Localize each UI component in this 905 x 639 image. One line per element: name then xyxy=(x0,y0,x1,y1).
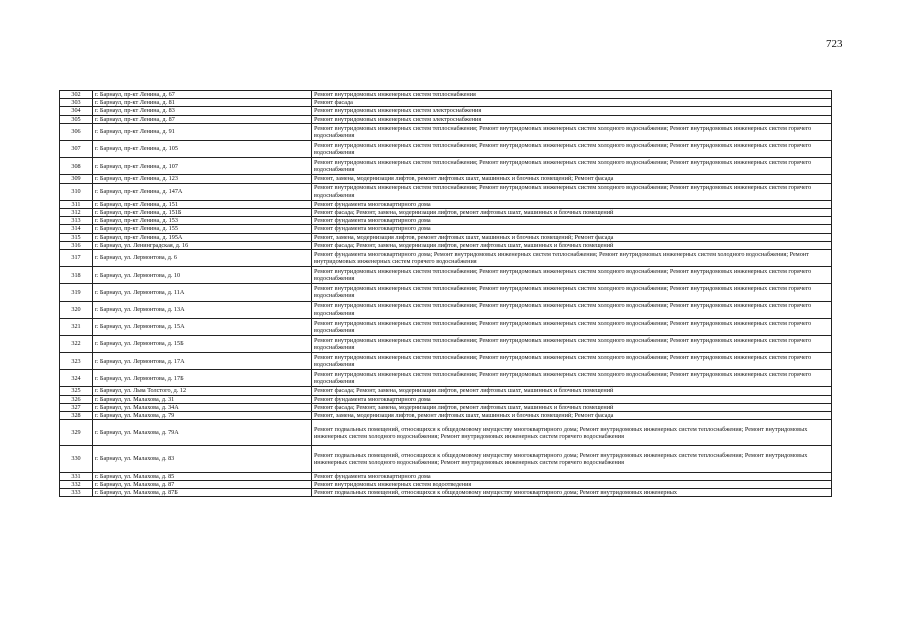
work-type-cell: Ремонт внутридомовых инженерных систем теплоснабжения; Ремонт внутридомовых инженерных систем холодного водоснабжения; Ремонт внутридомовых инженерных систем горячего водоснабжения xyxy=(312,284,832,301)
address-cell: г. Барнаул, пр-кт Ленина, д. 151 xyxy=(93,200,312,208)
row-number-cell: 305 xyxy=(60,115,93,123)
table-row xyxy=(60,318,832,335)
work-type-cell: Ремонт внутридомовых инженерных систем теплоснабжения; Ремонт внутридомовых инженерных систем холодного водоснабжения; Ремонт внутридомовых инженерных систем горячего водоснабжения xyxy=(312,301,832,318)
row-number-cell: 319 xyxy=(60,284,93,301)
address-cell: г. Барнаул, ул. Ленинградская, д. 16 xyxy=(93,241,312,249)
address-cell: г. Барнаул, ул. Лермонтова, д. 10 xyxy=(93,267,312,284)
row-number-cell: 306 xyxy=(60,123,93,140)
work-type-cell: Ремонт фундамента многоквартирного дома xyxy=(312,225,832,233)
row-number-cell: 315 xyxy=(60,233,93,241)
work-type-cell: Ремонт подвальных помещений, относящихся к общедомовому имуществу многоквартирного дома; Ремонт внутридомовых инженерных xyxy=(312,489,832,497)
table-row xyxy=(60,123,832,140)
address-cell: г. Барнаул, ул. Лермонтова, д. 13А xyxy=(93,301,312,318)
address-cell: г. Барнаул, ул. Малахова, д. 87Б xyxy=(93,489,312,497)
address-cell: г. Барнаул, ул. Лермонтова, д. 6 xyxy=(93,249,312,266)
address-cell: г. Барнаул, пр-кт Ленина, д. 83 xyxy=(93,107,312,115)
address-cell: г. Барнаул, ул. Лермонтова, д. 15Б xyxy=(93,335,312,352)
row-number-cell: 302 xyxy=(60,91,93,99)
table-row xyxy=(60,241,832,249)
table-row xyxy=(60,233,832,241)
work-type-cell: Ремонт фасада; Ремонт, замена, модернизация лифтов, ремонт лифтовых шахт, машинных и блочных помещений xyxy=(312,403,832,411)
address-cell: г. Барнаул, пр-кт Ленина, д. 91 xyxy=(93,123,312,140)
address-cell: г. Барнаул, пр-кт Ленина, д. 67 xyxy=(93,91,312,99)
table-row xyxy=(60,403,832,411)
table-row xyxy=(60,200,832,208)
work-type-cell: Ремонт фасада xyxy=(312,99,832,107)
row-number-cell: 331 xyxy=(60,472,93,480)
work-type-cell: Ремонт внутридомовых инженерных систем теплоснабжения; Ремонт внутридомовых инженерных систем холодного водоснабжения; Ремонт внутридомовых инженерных систем горячего водоснабжения xyxy=(312,141,832,158)
address-cell: г. Барнаул, пр-кт Ленина, д. 155 xyxy=(93,225,312,233)
address-cell: г. Барнаул, пр-кт Ленина, д. 147А xyxy=(93,183,312,200)
row-number-cell: 308 xyxy=(60,158,93,175)
address-cell: г. Барнаул, ул. Малахова, д. 34А xyxy=(93,403,312,411)
work-type-cell: Ремонт внутридомовых инженерных систем теплоснабжения; Ремонт внутридомовых инженерных систем холодного водоснабжения; Ремонт внутридомовых инженерных систем горячего водоснабжения xyxy=(312,353,832,370)
table-row xyxy=(60,387,832,395)
row-number-cell: 312 xyxy=(60,208,93,216)
row-number-cell: 323 xyxy=(60,353,93,370)
table-row xyxy=(60,107,832,115)
work-type-cell: Ремонт внутридомовых инженерных систем теплоснабжения xyxy=(312,91,832,99)
table-row xyxy=(60,249,832,266)
work-type-cell: Ремонт, замена, модернизация лифтов, ремонт лифтовых шахт, машинных и блочных помещений; Ремонт фасада xyxy=(312,412,832,420)
row-number-cell: 307 xyxy=(60,141,93,158)
table-row xyxy=(60,99,832,107)
table-row xyxy=(60,141,832,158)
row-number-cell: 316 xyxy=(60,241,93,249)
work-type-cell: Ремонт фундамента многоквартирного дома xyxy=(312,200,832,208)
row-number-cell: 333 xyxy=(60,489,93,497)
address-cell: г. Барнаул, пр-кт Ленина, д. 123 xyxy=(93,175,312,183)
table-row xyxy=(60,208,832,216)
row-number-cell: 324 xyxy=(60,370,93,387)
work-type-cell: Ремонт внутридомовых инженерных систем теплоснабжения; Ремонт внутридомовых инженерных систем холодного водоснабжения; Ремонт внутридомовых инженерных систем горячего водоснабжения xyxy=(312,335,832,352)
row-number-cell: 311 xyxy=(60,200,93,208)
work-type-cell: Ремонт подвальных помещений, относящихся к общедомовому имуществу многоквартирного дома; Ремонт внутридомовых инженерных систем теплоснабжения; Ремонт внутридомовых инженерных систем холодного водоснабжения; Ремонт внутридомовых инженерных систем горячего водоснабжения xyxy=(312,420,832,446)
work-type-cell: Ремонт фундамента многоквартирного дома xyxy=(312,217,832,225)
address-cell: г. Барнаул, ул. Малахова, д. 83 xyxy=(93,446,312,472)
work-type-cell: Ремонт внутридомовых инженерных систем теплоснабжения; Ремонт внутридомовых инженерных систем холодного водоснабжения; Ремонт внутридомовых инженерных систем горячего водоснабжения xyxy=(312,318,832,335)
table-row xyxy=(60,225,832,233)
address-cell: г. Барнаул, ул. Малахова, д. 85 xyxy=(93,472,312,480)
row-number-cell: 314 xyxy=(60,225,93,233)
work-type-cell: Ремонт внутридомовых инженерных систем электроснабжения xyxy=(312,107,832,115)
repair-table-body xyxy=(60,91,832,497)
address-cell: г. Барнаул, ул. Лермонтова, д. 17Б xyxy=(93,370,312,387)
row-number-cell: 327 xyxy=(60,403,93,411)
work-type-cell: Ремонт внутридомовых инженерных систем теплоснабжения; Ремонт внутридомовых инженерных систем холодного водоснабжения; Ремонт внутридомовых инженерных систем горячего водоснабжения xyxy=(312,183,832,200)
row-number-cell: 304 xyxy=(60,107,93,115)
table-row xyxy=(60,353,832,370)
address-cell: г. Барнаул, пр-кт Ленина, д. 107 xyxy=(93,158,312,175)
address-cell: г. Барнаул, ул. Лермонтова, д. 11А xyxy=(93,284,312,301)
row-number-cell: 329 xyxy=(60,420,93,446)
table-row xyxy=(60,115,832,123)
row-number-cell: 310 xyxy=(60,183,93,200)
address-cell: г. Барнаул, пр-кт Ленина, д. 81 xyxy=(93,99,312,107)
table-row xyxy=(60,420,832,446)
table-row xyxy=(60,480,832,488)
work-type-cell: Ремонт внутридомовых инженерных систем теплоснабжения; Ремонт внутридомовых инженерных систем холодного водоснабжения; Ремонт внутридомовых инженерных систем горячего водоснабжения xyxy=(312,370,832,387)
table-row xyxy=(60,335,832,352)
address-cell: г. Барнаул, ул. Малахова, д. 79 xyxy=(93,412,312,420)
table-row xyxy=(60,267,832,284)
table-row xyxy=(60,91,832,99)
table-row xyxy=(60,301,832,318)
table-row xyxy=(60,472,832,480)
address-cell: г. Барнаул, пр-кт Ленина, д. 153 xyxy=(93,217,312,225)
row-number-cell: 309 xyxy=(60,175,93,183)
table-row xyxy=(60,412,832,420)
work-type-cell: Ремонт, замена, модернизация лифтов, ремонт лифтовых шахт, машинных и блочных помещений; Ремонт фасада xyxy=(312,175,832,183)
table-row xyxy=(60,395,832,403)
address-cell: г. Барнаул, ул. Малахова, д. 31 xyxy=(93,395,312,403)
row-number-cell: 332 xyxy=(60,480,93,488)
address-cell: г. Барнаул, ул. Льва Толстого, д. 12 xyxy=(93,387,312,395)
address-cell: г. Барнаул, ул. Лермонтова, д. 17А xyxy=(93,353,312,370)
work-type-cell: Ремонт фундамента многоквартирного дома xyxy=(312,472,832,480)
address-cell: г. Барнаул, пр-кт Ленина, д. 87 xyxy=(93,115,312,123)
row-number-cell: 330 xyxy=(60,446,93,472)
address-cell: г. Барнаул, пр-кт Ленина, д. 151Б xyxy=(93,208,312,216)
row-number-cell: 325 xyxy=(60,387,93,395)
table-row xyxy=(60,183,832,200)
table-row xyxy=(60,217,832,225)
work-type-cell: Ремонт фасада; Ремонт, замена, модернизация лифтов, ремонт лифтовых шахт, машинных и блочных помещений xyxy=(312,387,832,395)
repair-table xyxy=(59,90,832,497)
address-cell: г. Барнаул, ул. Малахова, д. 79А xyxy=(93,420,312,446)
work-type-cell: Ремонт внутридомовых инженерных систем теплоснабжения; Ремонт внутридомовых инженерных систем холодного водоснабжения; Ремонт внутридомовых инженерных систем горячего водоснабжения xyxy=(312,267,832,284)
work-type-cell: Ремонт внутридомовых инженерных систем теплоснабжения; Ремонт внутридомовых инженерных систем холодного водоснабжения; Ремонт внутридомовых инженерных систем горячего водоснабжения xyxy=(312,123,832,140)
work-type-cell: Ремонт фундамента многоквартирного дома xyxy=(312,395,832,403)
work-type-cell: Ремонт, замена, модернизация лифтов, ремонт лифтовых шахт, машинных и блочных помещений; Ремонт фасада xyxy=(312,233,832,241)
work-type-cell: Ремонт фундамента многоквартирного дома; Ремонт внутридомовых инженерных систем теплоснабжения; Ремонт внутридомовых инженерных систем холодного водоснабжения; Ремонт внутридомовых инженерных систем горячего водоснабжения xyxy=(312,249,832,266)
row-number-cell: 321 xyxy=(60,318,93,335)
table-row xyxy=(60,158,832,175)
work-type-cell: Ремонт внутридомовых инженерных систем теплоснабжения; Ремонт внутридомовых инженерных систем холодного водоснабжения; Ремонт внутридомовых инженерных систем горячего водоснабжения xyxy=(312,158,832,175)
row-number-cell: 322 xyxy=(60,335,93,352)
row-number-cell: 313 xyxy=(60,217,93,225)
address-cell: г. Барнаул, пр-кт Ленина, д. 105 xyxy=(93,141,312,158)
table-row xyxy=(60,446,832,472)
row-number-cell: 320 xyxy=(60,301,93,318)
row-number-cell: 318 xyxy=(60,267,93,284)
work-type-cell: Ремонт подвальных помещений, относящихся к общедомовому имуществу многоквартирного дома; Ремонт внутридомовых инженерных систем теплоснабжения; Ремонт внутридомовых инженерных систем холодного водоснабжения; Ремонт внутридомовых инженерных систем горячего водоснабжения xyxy=(312,446,832,472)
table-row xyxy=(60,284,832,301)
table-row xyxy=(60,370,832,387)
address-cell: г. Барнаул, ул. Малахова, д. 87 xyxy=(93,480,312,488)
row-number-cell: 317 xyxy=(60,249,93,266)
table-row xyxy=(60,489,832,497)
row-number-cell: 303 xyxy=(60,99,93,107)
page-number: 723 xyxy=(826,38,843,50)
row-number-cell: 326 xyxy=(60,395,93,403)
table-row xyxy=(60,175,832,183)
address-cell: г. Барнаул, ул. Лермонтова, д. 15А xyxy=(93,318,312,335)
address-cell: г. Барнаул, пр-кт Ленина, д. 195А xyxy=(93,233,312,241)
work-type-cell: Ремонт внутридомовых инженерных систем водоотведения xyxy=(312,480,832,488)
work-type-cell: Ремонт фасада; Ремонт, замена, модернизация лифтов, ремонт лифтовых шахт, машинных и блочных помещений xyxy=(312,241,832,249)
row-number-cell: 328 xyxy=(60,412,93,420)
work-type-cell: Ремонт внутридомовых инженерных систем электроснабжения xyxy=(312,115,832,123)
work-type-cell: Ремонт фасада; Ремонт, замена, модернизация лифтов, ремонт лифтовых шахт, машинных и блочных помещений xyxy=(312,208,832,216)
